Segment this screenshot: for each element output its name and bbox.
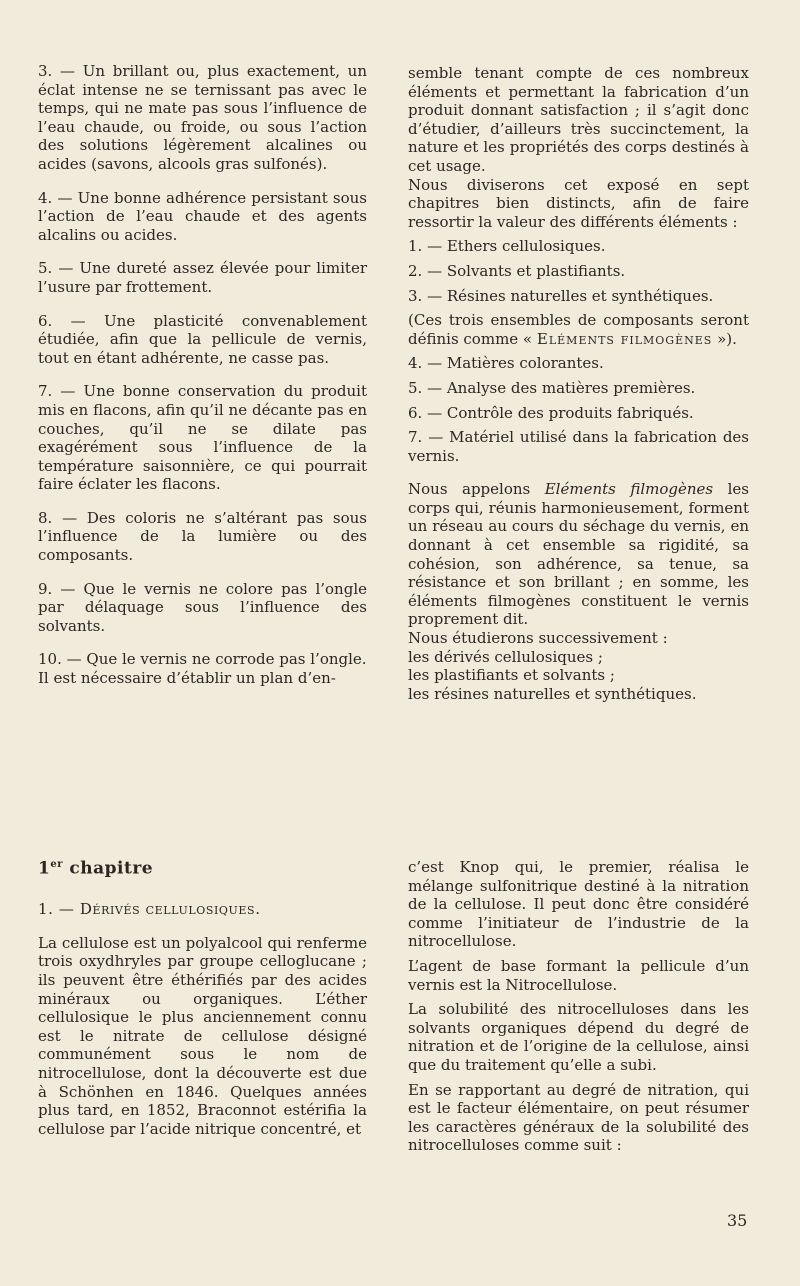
chapter-word: chapitre (62, 858, 154, 879)
paragraph-item-9: 9. — Que le vernis ne colore pas l’ongle par délaquage sous l’influence des solvants. (38, 579, 367, 635)
study-list-item: les plastifiants et solvants ; (408, 666, 615, 685)
paragraph-plan: Il est nécessaire d’établir un plan d’en- (38, 669, 336, 688)
paragraph-study-intro: Nous étudierons successivement : (408, 629, 668, 648)
right-column-bottom (408, 858, 749, 1155)
chapter-list-item: 2. — Solvants et plastifiants. (408, 261, 626, 280)
right-column-top (408, 64, 749, 703)
paragraph-agent: L’agent de base formant la pellicule d’un vernis est la Nitrocellulose. (408, 956, 749, 994)
paragraph-item-5: 5. — Une dureté assez élevée pour limiter l’usure par frottement. (38, 259, 367, 296)
note-text: (Ces trois ensembles de composants seront définis comme « (408, 311, 749, 348)
chapter-list-item: 7. — Matériel utilisé dans la fabrication des vernis. (408, 428, 749, 465)
paragraph-item-8: 8. — Des coloris ne s’altérant pas sous l’influence de la lumière ou des composants. (38, 508, 367, 565)
definition-text: Nous appelons (408, 480, 545, 499)
page-number: 35 (727, 1211, 748, 1230)
paragraph-knop: c’est Knop qui, le premier, réalisa le mélange sulfonitrique destiné à la nitration de la cellulose. Il peut donc être considéré comme l’initiateur de l’industrie de la nitrocellulose. (408, 858, 749, 951)
chapter-ordinal: er (50, 859, 63, 870)
chapter-number: 1 (38, 858, 51, 879)
section-heading: 1. — Dérivés cellulosiques. (38, 900, 261, 919)
note-smallcaps: Eléments filmogènes (536, 329, 713, 348)
chapter-list-item: 1. — Ethers cellulosiques. (408, 237, 606, 256)
chapter-heading (38, 856, 367, 878)
paragraph-item-6: 6. — Une plasticité convenablement étudiée, afin que la pellicule de vernis, tout en étant adhérente, ne casse pas. (38, 311, 367, 367)
paragraph-item-4: 4. — Une bonne adhérence persistant sous l’action de l’eau chaude et des agents alcalins ou acides. (38, 188, 367, 244)
paragraph-definition (408, 480, 749, 629)
paragraph-item-10: 10. — Que le vernis ne corrode pas l’ongle. (38, 650, 367, 669)
chapter-list-item: 3. — Résines naturelles et synthétiques. (408, 286, 714, 305)
paragraph-item-7: 7. — Une bonne conservation du produit mis en flacons, afin qu’il ne décante pas en couches, qu’il ne se dilate pas exagérément sous l’influence de la température saisonnière, ce qui pourrait faire éclater les flacons. (38, 382, 367, 494)
left-column-bottom (38, 856, 367, 1138)
note-text: »). (712, 329, 737, 348)
definition-text: les corps qui, réunis harmonieusement, forment un réseau au cours du séchage du vernis, en donnant à cet ensemble sa rigidité, sa cohésion, son adhérence, sa tenue, sa résistance et son brillant ; en somme, les éléments filmogènes constituent le vernis proprement dit. (408, 480, 749, 629)
paragraph-solubility: La solubilité des nitrocelluloses dans les solvants organiques dépend du degré de nitration et de l’origine de la cellulose, ainsi que du traitement qu’elle a subi. (408, 1000, 749, 1074)
chapter-list-item: 5. — Analyse des matières premières. (408, 378, 696, 397)
left-column-top (38, 62, 367, 688)
study-list-item: les résines naturelles et synthétiques. (408, 684, 697, 703)
definition-term: Eléments filmogènes (544, 480, 714, 499)
chapter-list-item: 4. — Matières colorantes. (408, 354, 604, 373)
chapter-list-item: 6. — Contrôle des produits fabriqués. (408, 403, 694, 422)
paragraph-chapters-intro: Nous diviserons cet exposé en sept chapitres bien distincts, afin de faire ressortir la valeur des différents éléments : (408, 175, 749, 231)
filmogenes-note (408, 311, 749, 348)
paragraph-cellulose: La cellulose est un polyalcool qui renferme trois oxydhryles par groupe cellogluсane ; ils peuvent être éthérifiés par des acides minéraux ou organiques. L’éther cellulosique le plus anciennement connu est le nitrate de cellulose désigné communément sous le nom de nitrocellulose, dont la découverte est due à Schönhen en 1846. Quelques années plus tard, en 1852, Braconnot estérifia la cellulose par l’acide nitrique concentré, et (38, 933, 367, 1138)
paragraph-nitration: En se rapportant au degré de nitration, qui est le facteur élémentaire, on peut résumer les caractères généraux de la solubilité des nitrocelluloses comme suit : (408, 1080, 749, 1155)
study-list-item: les dérivés cellulosiques ; (408, 647, 603, 666)
paragraph-item-3: 3. — Un brillant ou, plus exactement, un éclat intense ne se ternissant pas avec le temps, qui ne mate pas sous l’influence de l’eau chaude, ou froide, ou sous l’action des solutions légèrement alcalines ou acides (savons, alcools gras sulfonés). (38, 62, 367, 173)
paragraph-continuation: semble tenant compte de ces nombreux éléments et permettant la fabrication d’un produit donnant satisfaction ; il s’agit donc d’étudier, d’ailleurs très succinctement, la nature et les propriétés des corps destinés à cet usage. (408, 64, 749, 175)
